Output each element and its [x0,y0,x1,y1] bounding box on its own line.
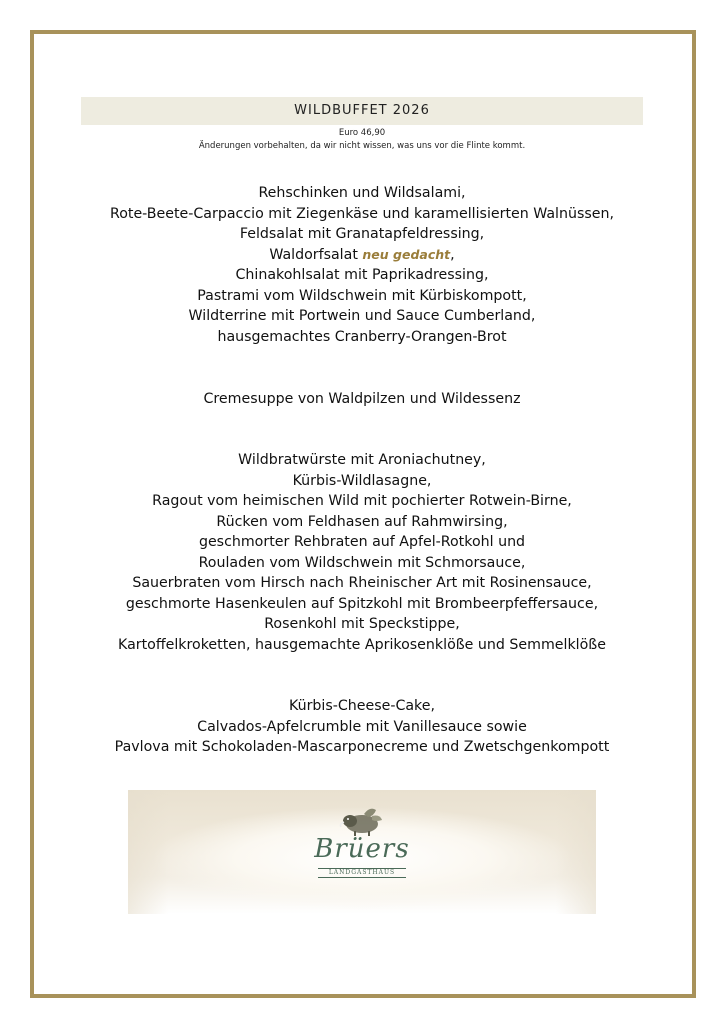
menu-item: Sauerbraten vom Hirsch nach Rheinischer Art mit Rosinensauce, [132,575,592,591]
menu-item: Kürbis-Cheese-Cake, [288,698,436,714]
logo-banner [128,790,596,914]
menu-item: Rouladen vom Wildschwein mit Schmorsauce, [198,554,526,571]
menu-item: Rehschinken und Wildsalami, [258,185,466,201]
menu-item: Chinakohlsalat mit Paprikadressing, [235,267,489,283]
menu-item: Rote-Beete-Carpaccio mit Ziegenkäse und karamellisierten Walnüssen, [109,205,614,222]
menu-item: geschmorter Rehbraten auf Apfel-Rotkohl und [198,534,526,550]
neu-gedacht-accent: neu gedacht [362,246,451,262]
menu-item: Cremesuppe von Waldpilzen und Wildessenz [203,391,521,407]
menu-item: Pastrami vom Wildschwein mit Kürbiskompott, [197,287,527,304]
boar-emblem-icon [336,804,388,838]
page-title: WILDBUFFET 2026 [294,103,430,118]
logo-name: Brüers [314,834,410,864]
price-text: Euro 46,90 [338,128,386,138]
desserts-section [0,696,724,758]
menu-item: Wildterrine mit Portwein und Sauce Cumberland, [188,308,536,324]
menu-item-waldorf [0,245,724,266]
menu-item: Pavlova mit Schokoladen-Mascarponecreme und Zwetschgenkompott [114,739,610,755]
menu-item: Kürbis-Wildlasagne, [292,472,432,489]
menu-item: geschmorte Hasenkeulen auf Spitzkohl mit Brombeerpfeffersauce, [125,595,599,612]
menu-item: Kartoffelkroketten, hausgemachte Aprikosenklöße und Semmelklöße [118,636,606,653]
menu-item: Rücken vom Feldhasen auf Rahmwirsing, [216,513,508,530]
waldorf-text: Waldorfsalat [269,246,363,263]
title-bar [81,97,643,125]
disclaimer-text: Änderungen vorbehalten, da wir nicht wissen, was uns vor die Flinte kommt. [198,141,526,151]
waldorf-suffix: , [450,246,455,263]
menu-item: Rosenkohl mit Speckstippe, [264,616,460,632]
menu-item: Calvados-Apfelcrumble mit Vanillesauce sowie [197,718,527,735]
starters-section [0,183,724,347]
soup-section [0,389,724,410]
menu-item: hausgemachtes Cranberry-Orangen-Brot [217,328,507,345]
mains-section [0,450,724,655]
menu-item: Ragout vom heimischen Wild mit pochierter Rotwein-Birne, [152,493,572,509]
menu-item: Feldsalat mit Granatapfeldressing, [239,226,485,242]
menu-item: Wildbratwürste mit Aroniachutney, [238,452,486,468]
logo-subtitle: LANDGASTHAUS [318,868,406,878]
